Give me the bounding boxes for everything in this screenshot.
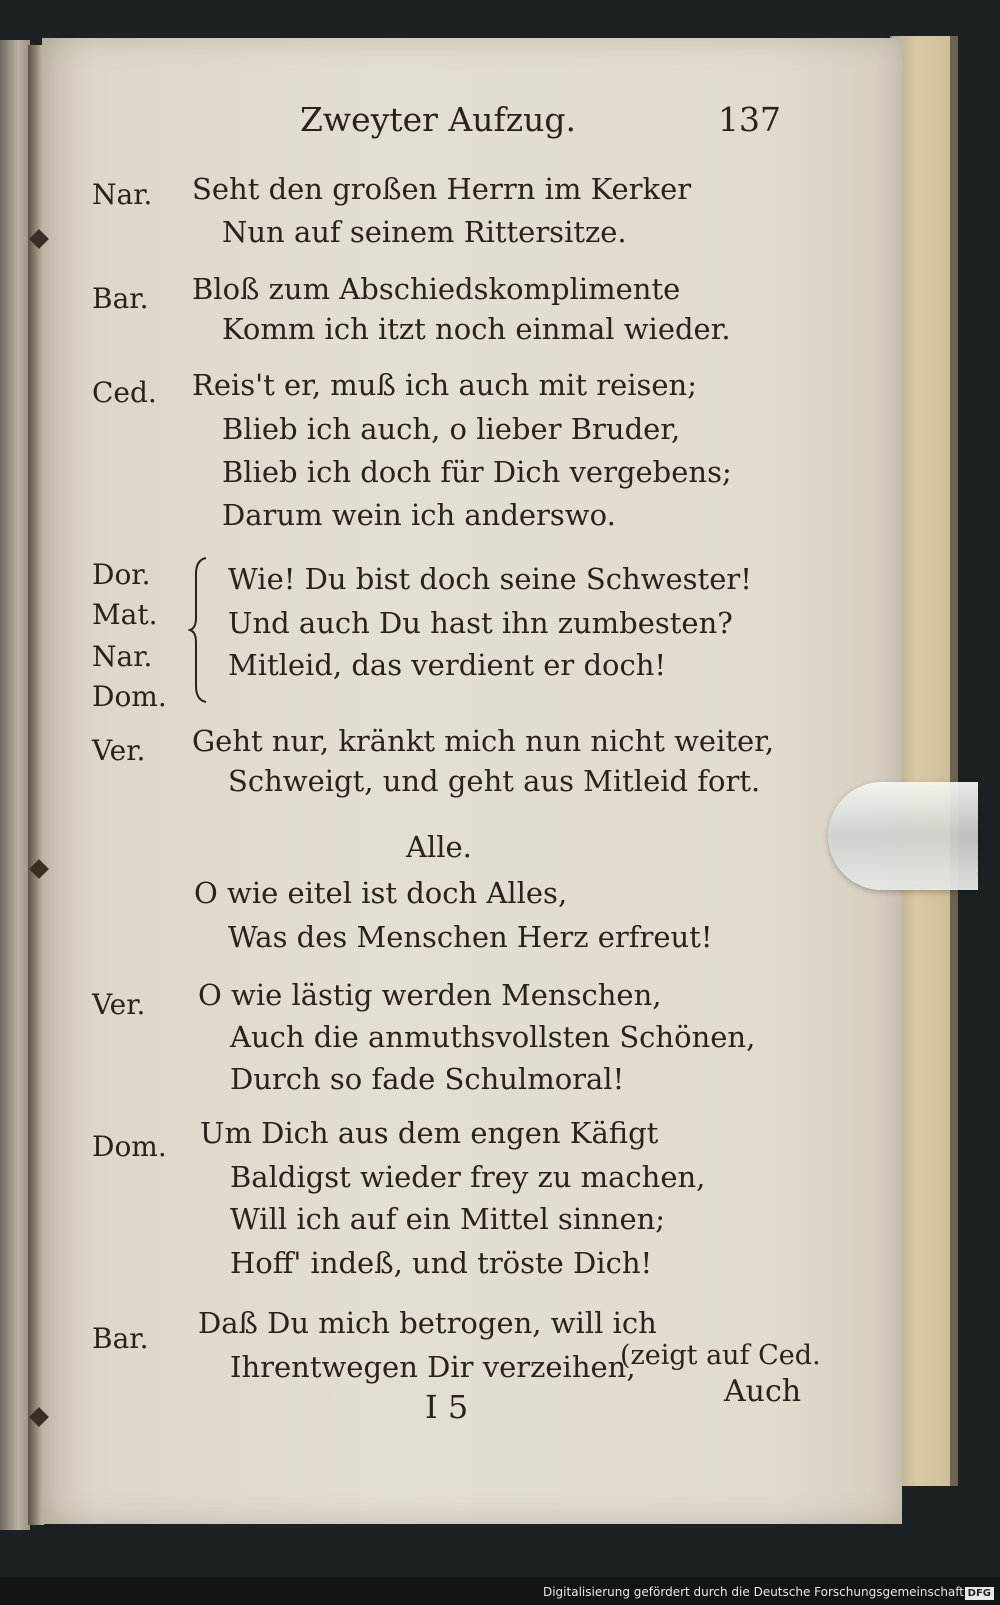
verse-line: Wie! Du bist doch seine Schwester! [228, 562, 752, 596]
verse-line: Hoff' indeß, und tröste Dich! [230, 1246, 653, 1280]
catchword: Auch [724, 1374, 802, 1409]
verse-line: Was des Menschen Herz erfreut! [228, 920, 713, 954]
signature-mark: I 5 [425, 1388, 469, 1426]
verse-line: Geht nur, kränkt mich nun nicht weiter, [192, 724, 775, 758]
verse-line: Und auch Du hast ihn zumbesten? [228, 606, 733, 640]
speaker-label: Mat. [92, 598, 158, 631]
speaker-label: Ver. [92, 988, 146, 1021]
credit-text: Digitalisierung gefördert durch die Deutsche Forschungsgemeinschaft [542, 1585, 964, 1599]
verse-line: O wie eitel ist doch Alles, [194, 876, 568, 910]
speaker-label: Nar. [92, 178, 153, 211]
page-weight [828, 782, 978, 890]
verse-line: Schweigt, und geht aus Mitleid fort. [228, 764, 761, 798]
credit-bar [0, 1577, 1000, 1605]
previous-page-edge [0, 40, 30, 1530]
verse-line: Blieb ich doch für Dich vergebens; [222, 455, 732, 489]
verse-line: Blieb ich auch, o lieber Bruder, [222, 412, 681, 446]
speaker-label: Nar. [92, 640, 153, 673]
verse-line: Daß Du mich betrogen, will ich [198, 1306, 657, 1340]
chorus-heading: Alle. [406, 830, 472, 864]
verse-line: Durch so fade Schulmoral! [230, 1062, 625, 1096]
speaker-label: Dor. [92, 558, 151, 591]
verse-line: Um Dich aus dem engen Käfigt [200, 1116, 659, 1150]
verse-line: Baldigst wieder frey zu machen, [230, 1160, 706, 1194]
speaker-label: Ced. [92, 376, 157, 409]
verse-line: Seht den großen Herrn im Kerker [192, 172, 692, 206]
verse-line: Darum wein ich anderswo. [222, 498, 616, 532]
dfg-logo: DFG [965, 1587, 994, 1600]
speaker-label: Ver. [92, 734, 146, 767]
page-stack-shadow [950, 36, 958, 1486]
verse-line: Nun auf seinem Rittersitze. [222, 215, 627, 249]
verse-line: Will ich auf ein Mittel sinnen; [230, 1202, 666, 1236]
verse-line: Komm ich itzt noch einmal wieder. [222, 312, 731, 346]
verse-line: Bloß zum Abschiedskomplimente [192, 272, 681, 306]
stage-direction: (zeigt auf Ced. [620, 1340, 821, 1371]
verse-line: Auch die anmuthsvollsten Schönen, [230, 1020, 756, 1054]
verse-line: Reis't er, muß ich auch mit reisen; [192, 368, 697, 402]
speaker-label: Dom. [92, 680, 167, 713]
verse-line: Ihrentwegen Dir verzeihen, [230, 1350, 636, 1384]
verse-line: O wie lästig werden Menschen, [198, 978, 662, 1012]
speaker-label: Bar. [92, 282, 149, 315]
verse-line: Mitleid, das verdient er doch! [228, 648, 667, 682]
speaker-label: Bar. [92, 1322, 149, 1355]
page-number: 137 [718, 100, 781, 139]
speaker-label: Dom. [92, 1130, 167, 1163]
running-header: Zweyter Aufzug. [300, 100, 576, 139]
ensemble-brace [188, 556, 212, 704]
